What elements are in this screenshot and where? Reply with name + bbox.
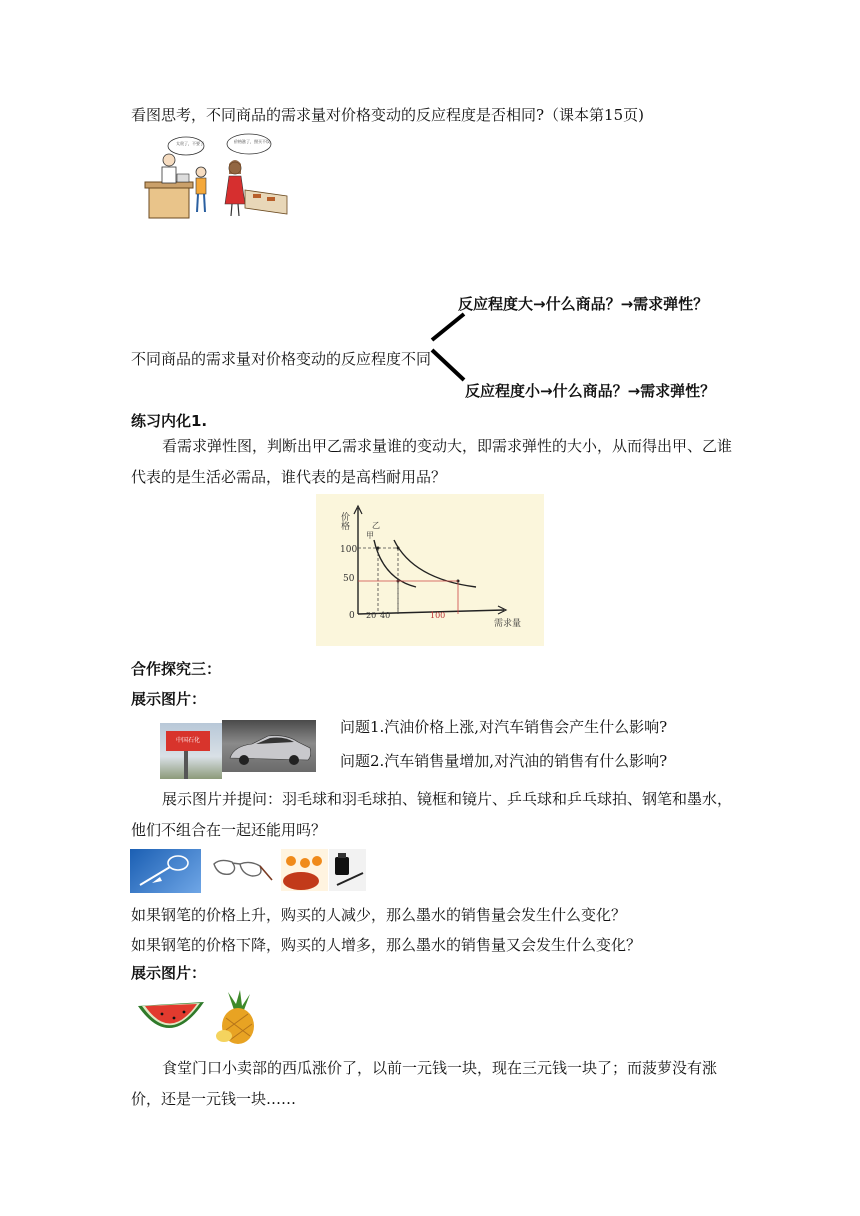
- demand-curve-jia: [374, 540, 416, 587]
- show-pictures-label: 展示图片：: [131, 690, 207, 708]
- cooperation-heading: 合作探究三：: [131, 660, 222, 678]
- glasses-photo: [210, 850, 274, 890]
- exercise-text: 看需求弹性图，判断出甲乙需求量谁的变动大，即需求弹性的大小，从而得出甲、乙谁代表的是生活必需品，谁代表的是高档耐用品？: [131, 437, 733, 486]
- branch-lower: 反应程度小→什么商品？→需求弹性？: [465, 382, 716, 400]
- show-pictures-label-2: 展示图片：: [131, 964, 207, 982]
- gas-sign: 中国石化: [166, 731, 210, 751]
- y-tick-100: 100: [340, 545, 358, 555]
- cartoon-illustration: [131, 130, 291, 226]
- series-yi-label: 乙: [372, 521, 380, 530]
- car-photo: [222, 720, 316, 772]
- elasticity-chart: [316, 494, 544, 646]
- y-axis-label: 价格: [339, 512, 349, 530]
- x-tick-20: 20: [366, 611, 377, 620]
- pineapple-photo: [210, 990, 264, 1046]
- pingpong-photo: [281, 849, 328, 891]
- x-tick-100: 100: [430, 611, 446, 620]
- watermelon-photo: [134, 992, 206, 1046]
- exercise-heading: 练习内化1.: [131, 412, 208, 430]
- origin-label: 0: [349, 611, 355, 621]
- bubble-right-text: 价格涨了，照买不误: [234, 139, 270, 144]
- intro-question: 看图思考，不同商品的需求量对价格变动的反应程度是否相同?（课本第15页): [131, 106, 644, 124]
- branch-upper: 反应程度大→什么商品？→需求弹性？: [458, 295, 709, 313]
- demand-curve-yi: [394, 540, 476, 587]
- pen-down-question: 如果钢笔的价格下降，购买的人增多，那么墨水的销售量又会发生什么变化？: [131, 936, 642, 954]
- question-2: 问题2.汽车销售量增加,对汽油的销售有什么影响?: [340, 752, 668, 770]
- bubble-left-text: 太贵了，不要了: [176, 141, 204, 146]
- y-tick-50: 50: [343, 574, 355, 584]
- series-jia-label: 甲: [366, 531, 374, 540]
- question-1: 问题1.汽油价格上涨,对汽车销售会产生什么影响?: [340, 718, 668, 736]
- x-axis-label: 需求量: [494, 619, 522, 629]
- gas-station-photo: [160, 723, 222, 779]
- melon-text: 食堂门口小卖部的西瓜涨价了，以前一元钱一块，现在三元钱一块了；而菠萝没有涨价，还是一元钱一块……: [131, 1059, 718, 1108]
- branch-lines: [428, 310, 472, 386]
- badminton-photo: [130, 849, 201, 893]
- ink-pen-photo: [329, 849, 366, 891]
- pen-up-question: 如果钢笔的价格上升，购买的人减少，那么墨水的销售量会发生什么变化？: [131, 906, 627, 924]
- branch-stem: 不同商品的需求量对价格变动的反应程度不同: [131, 350, 432, 368]
- complement-prompt: 展示图片并提问：羽毛球和羽毛球拍、镜框和镜片、乒乓球和乒乓球拍、钢笔和墨水，他们不组合在一起还能用吗？: [131, 790, 733, 839]
- x-tick-40: 40: [380, 611, 391, 620]
